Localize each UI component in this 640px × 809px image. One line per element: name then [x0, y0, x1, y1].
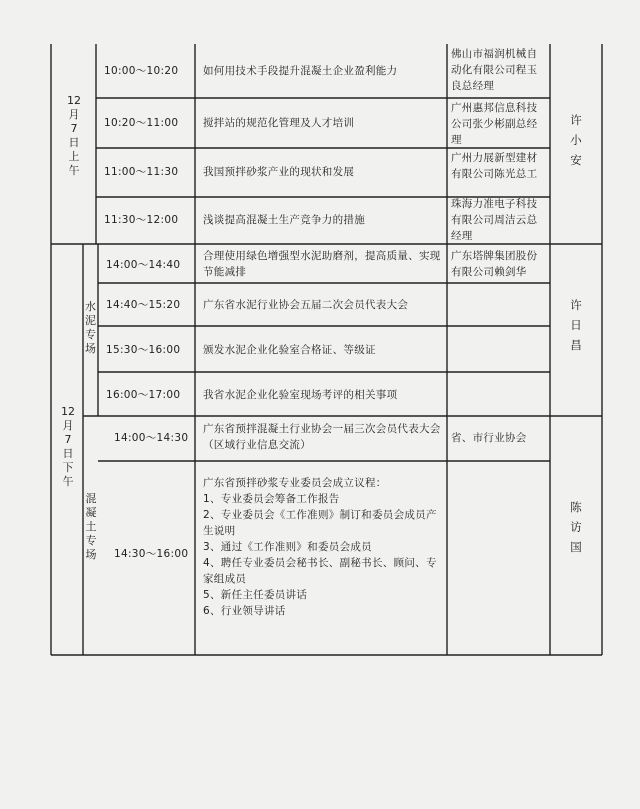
morning-chair: 许 小 安: [570, 113, 582, 167]
time-cell: 10:00～10:20: [104, 65, 179, 77]
time-cell: 15:30～16:00: [106, 344, 181, 356]
topic-cell: 颁发水泥企业化验室合格证、等级证: [203, 344, 376, 356]
topic-cell: 浅谈提高混凝土生产竞争力的措施: [203, 214, 365, 226]
agenda-line: 6、行业领导讲话: [203, 605, 286, 617]
time-cell: 11:00～11:30: [104, 166, 179, 178]
time-cell: 14:30～16:00: [114, 548, 189, 560]
presenter-cell: 广东塔牌集团股份有限公司赖剑华: [451, 250, 538, 278]
agenda-line: 5、新任主任委员讲话: [203, 589, 308, 601]
morning-date-label: 12 月 7 日 上 午: [67, 94, 81, 177]
time-cell: 11:30～12:00: [104, 214, 179, 226]
topic-cell: 广东省水泥行业协会五届二次会员代表大会: [203, 299, 409, 311]
presenter-cell: 广州惠邦信息科技公司张少彬副总经理: [451, 102, 538, 146]
agenda-list: [203, 475, 443, 619]
presenter-cell: 省、市行业协会: [451, 432, 527, 444]
agenda-line: 4、聘任专业委员会秘书长、副秘书长、顾问、专家组成员: [203, 557, 437, 585]
agenda-line: 3、通过《工作准则》和委员会成员: [203, 541, 372, 553]
presenter-cell: 广州力展新型建材有限公司陈光总工: [451, 152, 538, 180]
cement-chair: 许 日 昌: [570, 298, 582, 352]
topic-cell: 我省水泥企业化验室现场考评的相关事项: [203, 389, 398, 401]
time-cell: 16:00～17:00: [106, 389, 181, 401]
topic-cell: 如何用技术手段提升混凝土企业盈利能力: [203, 65, 398, 77]
afternoon-date-label: 12 月 7 日 下 午: [61, 405, 75, 488]
topic-cell: 广东省预拌混凝土行业协会一届三次会员代表大会（区域行业信息交流）: [203, 423, 441, 451]
presenter-cell: 佛山市福润机械自动化有限公司程玉良总经理: [451, 48, 538, 92]
topic-cell: 搅拌站的规范化管理及人才培训: [203, 117, 355, 129]
agenda-line: 1、专业委员会筹备工作报告: [203, 493, 340, 505]
topic-cell: 我国预拌砂浆产业的现状和发展: [203, 166, 355, 178]
cement-session-label: 水 泥 专 场: [85, 300, 96, 355]
presenter-cell: 珠海力准电子科技有限公司周洁云总经理: [451, 198, 538, 242]
concrete-session-label: 混 凝 土 专 场: [85, 492, 97, 561]
concrete-chair: 陈 访 国: [570, 500, 582, 554]
time-cell: 14:00～14:30: [114, 432, 189, 444]
agenda-line: 2、专业委员会《工作准则》制订和委员会成员产生说明: [203, 509, 437, 537]
agenda-line: 广东省预拌砂浆专业委员会成立议程：: [203, 477, 387, 489]
time-cell: 14:00～14:40: [106, 259, 181, 271]
topic-cell: 合理使用绿色增强型水泥助磨剂，提高质量、实现节能减排: [203, 250, 441, 278]
time-cell: 14:40～15:20: [106, 299, 181, 311]
time-cell: 10:20～11:00: [104, 117, 179, 129]
